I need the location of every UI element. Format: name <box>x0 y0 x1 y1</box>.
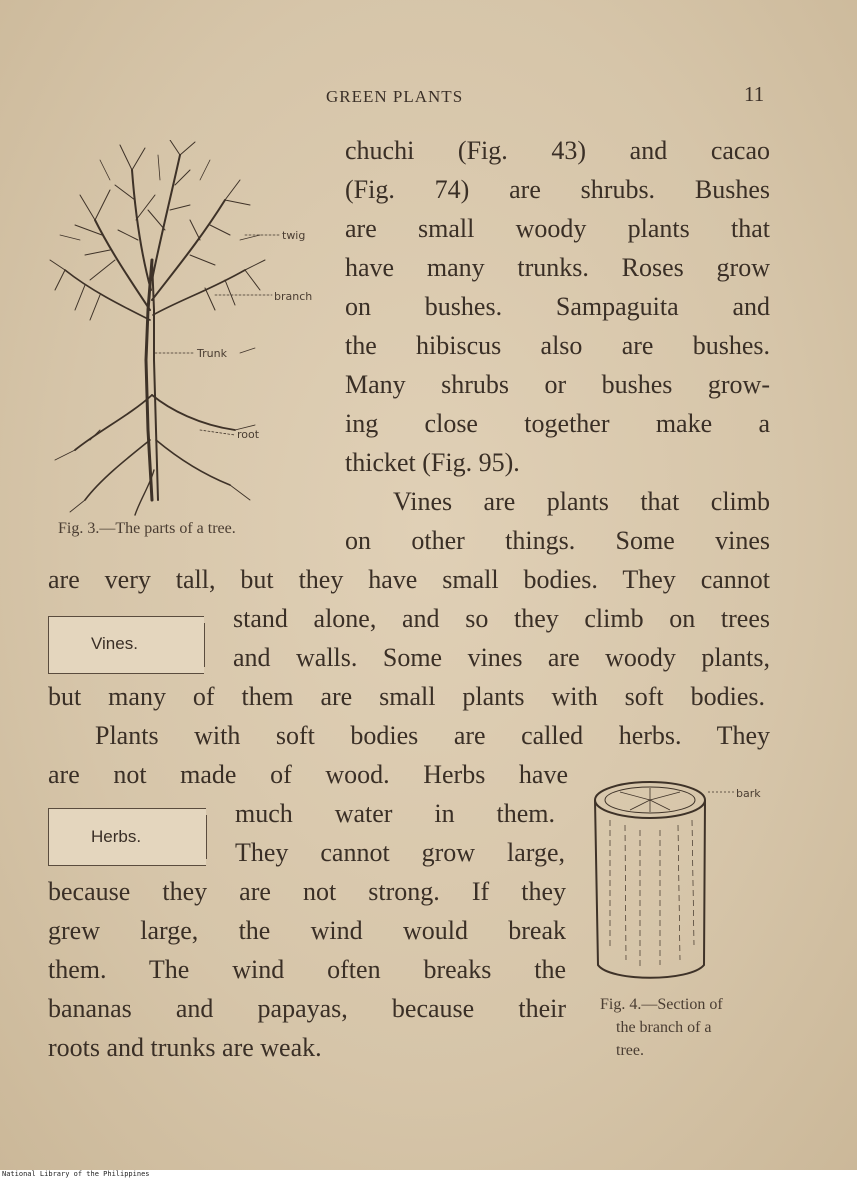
footer-credit: National Library of the Philippines <box>2 1170 150 1178</box>
running-head: GREEN PLANTS <box>326 87 464 106</box>
body-line: have many trunks. Roses grow <box>345 253 770 282</box>
figure4-caption-line: tree. <box>616 1042 644 1059</box>
label-branch: branch <box>274 290 313 303</box>
body-line: thicket (Fig. 95). <box>345 448 520 477</box>
body-line: on bushes. Sampaguita and <box>345 292 770 321</box>
body-line: on other things. Some vines <box>345 526 770 555</box>
body-line: the hibiscus also are bushes. <box>345 331 770 360</box>
label-bark: bark <box>736 787 761 800</box>
label-root: root <box>237 428 260 441</box>
sidenote-herbs-label: Herbs. <box>91 827 142 846</box>
body-line: stand alone, and so they climb on trees <box>233 604 770 633</box>
body-line: because they are not strong. If they <box>48 877 566 906</box>
body-line: are small woody plants that <box>345 214 770 243</box>
body-line: grew large, the wind would break <box>48 916 566 945</box>
figure4-caption-line: the branch of a <box>616 1019 712 1036</box>
body-line: are very tall, but they have small bodies. They cannot <box>48 565 770 594</box>
body-line: ing close together make a <box>345 409 770 438</box>
body-line: and walls. Some vines are woody plants, <box>233 643 770 672</box>
body-line: (Fig. 74) are shrubs. Bushes <box>345 175 770 204</box>
body-line: are not made of wood. Herbs have <box>48 760 568 789</box>
body-line: much water in them. <box>235 799 555 828</box>
body-line: Plants with soft bodies are called herbs. They <box>95 721 770 750</box>
body-line: They cannot grow large, <box>235 838 565 867</box>
figure3-caption: Fig. 3.—The parts of a tree. <box>58 520 236 537</box>
body-line: bananas and papayas, because their <box>48 994 566 1023</box>
body-line: chuchi (Fig. 43) and cacao <box>345 136 770 165</box>
sidenote-herbs <box>48 808 206 866</box>
body-line: Vines are plants that climb <box>393 487 770 516</box>
label-trunk: Trunk <box>197 347 227 360</box>
body-line: Many shrubs or bushes grow- <box>345 370 770 399</box>
body-line: but many of them are small plants with soft bodies. <box>48 682 765 711</box>
sidenote-vines <box>48 616 204 674</box>
body-line: roots and trunks are weak. <box>48 1033 322 1062</box>
branch-section-illustration <box>590 770 800 990</box>
figure4-caption-line: Fig. 4.—Section of <box>600 996 723 1013</box>
page-number: 11 <box>744 82 765 106</box>
body-line: them. The wind often breaks the <box>48 955 566 984</box>
label-twig: twig <box>282 229 306 242</box>
sidenote-vines-label: Vines. <box>91 634 138 653</box>
tree-illustration <box>40 140 330 520</box>
